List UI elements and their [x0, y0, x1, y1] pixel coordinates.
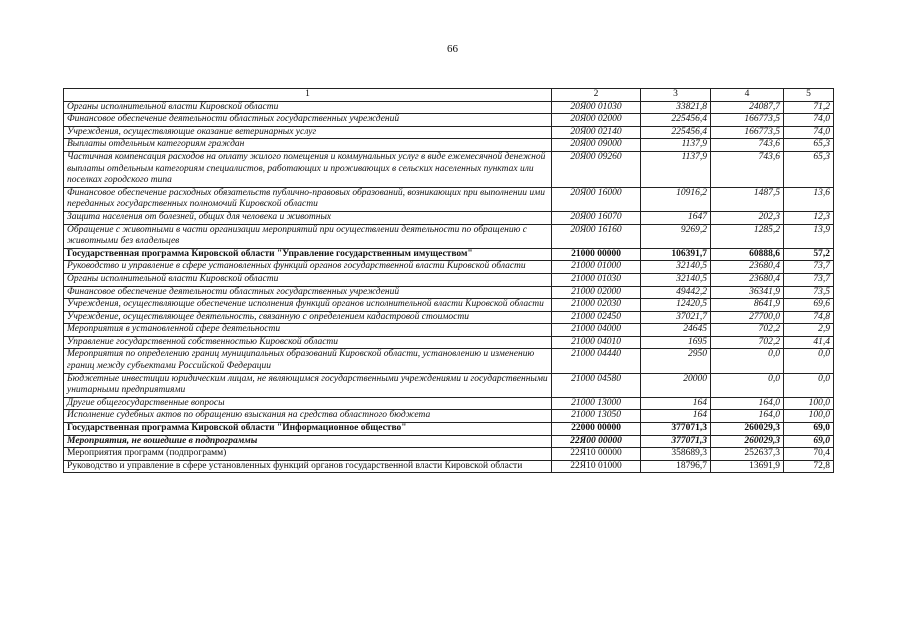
row-actual-cell: 23680,4 — [711, 273, 784, 286]
row-percent-cell: 65,3 — [784, 151, 834, 187]
table-row — [64, 224, 834, 248]
row-code-cell: 20Я00 09260 — [552, 151, 641, 187]
row-plan-cell: 1137,9 — [641, 139, 711, 152]
row-percent-cell: 73,7 — [784, 261, 834, 274]
row-plan-cell: 377071,3 — [641, 435, 711, 448]
row-code-cell: 22000 00000 — [552, 423, 641, 436]
row-name-cell: Мероприятия, не вошедшие в подпрограммы — [64, 435, 552, 448]
row-percent-cell: 100,0 — [784, 410, 834, 423]
row-plan-cell: 2950 — [641, 349, 711, 373]
table-row — [64, 187, 834, 211]
header-col-5: 5 — [784, 89, 834, 102]
row-code-cell: 21000 01030 — [552, 273, 641, 286]
row-plan-cell: 18796,7 — [641, 460, 711, 473]
row-actual-cell: 0,0 — [711, 373, 784, 397]
row-percent-cell: 0,0 — [784, 373, 834, 397]
row-actual-cell: 1285,2 — [711, 224, 784, 248]
row-name-cell: Управление государственной собственностью Кировской области — [64, 336, 552, 349]
row-plan-cell: 20000 — [641, 373, 711, 397]
row-actual-cell: 702,2 — [711, 324, 784, 337]
row-code-cell: 20Я00 09000 — [552, 139, 641, 152]
table-row — [64, 248, 834, 261]
row-actual-cell: 36341,9 — [711, 286, 784, 299]
row-name-cell: Финансовое обеспечение деятельности областных государственных учреждений — [64, 286, 552, 299]
row-plan-cell: 10916,2 — [641, 187, 711, 211]
row-name-cell: Руководство и управление в сфере установленных функций органов государственной власти Кировской области — [64, 460, 552, 473]
row-name-cell: Финансовое обеспечение деятельности областных государственных учреждений — [64, 114, 552, 127]
row-plan-cell: 377071,3 — [641, 423, 711, 436]
row-percent-cell: 57,2 — [784, 248, 834, 261]
row-actual-cell: 702,2 — [711, 336, 784, 349]
row-percent-cell: 70,4 — [784, 448, 834, 461]
row-name-cell: Органы исполнительной власти Кировской области — [64, 101, 552, 114]
row-name-cell: Учреждения, осуществляющие оказание ветеринарных услуг — [64, 126, 552, 139]
row-name-cell: Обращение с животными в части организации мероприятий при осуществлении деятельности по обращению с животными без владельцев — [64, 224, 552, 248]
row-percent-cell: 100,0 — [784, 397, 834, 410]
row-percent-cell: 74,8 — [784, 311, 834, 324]
row-actual-cell: 260029,3 — [711, 435, 784, 448]
table-row — [64, 286, 834, 299]
row-name-cell: Мероприятия в установленной сфере деятельности — [64, 324, 552, 337]
table-row — [64, 336, 834, 349]
table-row — [64, 114, 834, 127]
table-row — [64, 349, 834, 373]
row-plan-cell: 1647 — [641, 211, 711, 224]
row-plan-cell: 225456,4 — [641, 114, 711, 127]
row-actual-cell: 13691,9 — [711, 460, 784, 473]
row-code-cell: 20Я00 02000 — [552, 114, 641, 127]
table-row — [64, 410, 834, 423]
row-code-cell: 21000 13050 — [552, 410, 641, 423]
row-percent-cell: 65,3 — [784, 139, 834, 152]
row-actual-cell: 166773,5 — [711, 126, 784, 139]
row-code-cell: 21000 04440 — [552, 349, 641, 373]
row-actual-cell: 252637,3 — [711, 448, 784, 461]
row-name-cell: Защита населения от болезней, общих для человека и животных — [64, 211, 552, 224]
table-row — [64, 273, 834, 286]
table-row — [64, 397, 834, 410]
row-actual-cell: 164,0 — [711, 410, 784, 423]
table-header-row — [64, 89, 834, 102]
row-code-cell: 21000 02000 — [552, 286, 641, 299]
table-row — [64, 311, 834, 324]
table-row — [64, 373, 834, 397]
row-code-cell: 20Я00 16070 — [552, 211, 641, 224]
table-row — [64, 261, 834, 274]
row-name-cell: Учреждения, осуществляющие обеспечение исполнения функций органов исполнительной власти Кировской области — [64, 299, 552, 312]
row-actual-cell: 202,3 — [711, 211, 784, 224]
header-col-2: 2 — [552, 89, 641, 102]
row-code-cell: 21000 04000 — [552, 324, 641, 337]
table-row — [64, 101, 834, 114]
row-percent-cell: 12,3 — [784, 211, 834, 224]
row-actual-cell: 743,6 — [711, 151, 784, 187]
row-name-cell: Другие общегосударственные вопросы — [64, 397, 552, 410]
row-code-cell: 21000 02030 — [552, 299, 641, 312]
row-name-cell: Мероприятия программ (подпрограмм) — [64, 448, 552, 461]
table-row — [64, 299, 834, 312]
row-plan-cell: 9269,2 — [641, 224, 711, 248]
page-number: 66 — [447, 43, 458, 55]
table-row — [64, 460, 834, 473]
row-code-cell: 20Я00 01030 — [552, 101, 641, 114]
row-plan-cell: 164 — [641, 397, 711, 410]
row-plan-cell: 49442,2 — [641, 286, 711, 299]
row-code-cell: 20Я00 16000 — [552, 187, 641, 211]
row-code-cell: 22Я10 01000 — [552, 460, 641, 473]
row-plan-cell: 12420,5 — [641, 299, 711, 312]
row-percent-cell: 74,0 — [784, 114, 834, 127]
row-plan-cell: 37021,7 — [641, 311, 711, 324]
row-code-cell: 21000 01000 — [552, 261, 641, 274]
row-percent-cell: 74,0 — [784, 126, 834, 139]
row-plan-cell: 1137,9 — [641, 151, 711, 187]
row-code-cell: 20Я00 16160 — [552, 224, 641, 248]
table-row — [64, 448, 834, 461]
row-percent-cell: 69,6 — [784, 299, 834, 312]
row-actual-cell: 8641,9 — [711, 299, 784, 312]
row-code-cell: 21000 13000 — [552, 397, 641, 410]
row-actual-cell: 1487,5 — [711, 187, 784, 211]
row-plan-cell: 24645 — [641, 324, 711, 337]
row-percent-cell: 41,4 — [784, 336, 834, 349]
row-actual-cell: 166773,5 — [711, 114, 784, 127]
table-row — [64, 324, 834, 337]
table-row — [64, 423, 834, 436]
row-plan-cell: 32140,5 — [641, 261, 711, 274]
row-actual-cell: 23680,4 — [711, 261, 784, 274]
table-row — [64, 139, 834, 152]
row-name-cell: Учреждение, осуществляющее деятельность, связанную с определением кадастровой стоимости — [64, 311, 552, 324]
row-name-cell: Мероприятия по определению границ муниципальных образований Кировской области, установлению и изменению границ между субъектами Российской Федерации — [64, 349, 552, 373]
row-actual-cell: 0,0 — [711, 349, 784, 373]
row-percent-cell: 73,7 — [784, 273, 834, 286]
row-actual-cell: 27700,0 — [711, 311, 784, 324]
row-name-cell: Бюджетные инвестиции юридическим лицам, не являющимся государственными учреждениями и государственными унитарными предприятиями — [64, 373, 552, 397]
table-row — [64, 211, 834, 224]
row-name-cell: Выплаты отдельным категориям граждан — [64, 139, 552, 152]
row-actual-cell: 164,0 — [711, 397, 784, 410]
row-percent-cell: 69,0 — [784, 435, 834, 448]
header-col-3: 3 — [641, 89, 711, 102]
table-row — [64, 126, 834, 139]
row-plan-cell: 1695 — [641, 336, 711, 349]
row-percent-cell: 72,8 — [784, 460, 834, 473]
row-percent-cell: 69,0 — [784, 423, 834, 436]
row-code-cell: 22Я00 00000 — [552, 435, 641, 448]
row-plan-cell: 164 — [641, 410, 711, 423]
row-code-cell: 21000 00000 — [552, 248, 641, 261]
row-plan-cell: 358689,3 — [641, 448, 711, 461]
row-name-cell: Финансовое обеспечение расходных обязательств публично-правовых образований, возникающих при выполнении ими переданных государственных полномочий Кировской области — [64, 187, 552, 211]
row-actual-cell: 60888,6 — [711, 248, 784, 261]
row-actual-cell: 743,6 — [711, 139, 784, 152]
row-code-cell: 21000 02450 — [552, 311, 641, 324]
row-name-cell: Частичная компенсация расходов на оплату жилого помещения и коммунальных услуг в виде ежемесячной денежной выплаты отдельным категориям специалистов, работающих и проживающих в сельских населенных пунктах или поселках городского типа — [64, 151, 552, 187]
row-code-cell: 21000 04010 — [552, 336, 641, 349]
table-body — [64, 89, 834, 473]
row-name-cell: Исполнение судебных актов по обращению взыскания на средства областного бюджета — [64, 410, 552, 423]
row-percent-cell: 13,9 — [784, 224, 834, 248]
row-code-cell: 22Я10 00000 — [552, 448, 641, 461]
row-actual-cell: 24087,7 — [711, 101, 784, 114]
budget-table — [63, 88, 834, 473]
row-name-cell: Органы исполнительной власти Кировской области — [64, 273, 552, 286]
row-plan-cell: 225456,4 — [641, 126, 711, 139]
header-col-1: 1 — [64, 89, 552, 102]
row-plan-cell: 32140,5 — [641, 273, 711, 286]
row-plan-cell: 33821,8 — [641, 101, 711, 114]
row-name-cell: Руководство и управление в сфере установленных функций органов государственной власти Кировской области — [64, 261, 552, 274]
row-percent-cell: 2,9 — [784, 324, 834, 337]
row-percent-cell: 13,6 — [784, 187, 834, 211]
row-actual-cell: 260029,3 — [711, 423, 784, 436]
table-row — [64, 435, 834, 448]
header-col-4: 4 — [711, 89, 784, 102]
row-name-cell: Государственная программа Кировской области "Информационное общество" — [64, 423, 552, 436]
row-code-cell: 20Я00 02140 — [552, 126, 641, 139]
row-plan-cell: 106391,7 — [641, 248, 711, 261]
row-percent-cell: 0,0 — [784, 349, 834, 373]
row-name-cell: Государственная программа Кировской области "Управление государственным имуществом" — [64, 248, 552, 261]
table-row — [64, 151, 834, 187]
row-percent-cell: 73,5 — [784, 286, 834, 299]
row-percent-cell: 71,2 — [784, 101, 834, 114]
row-code-cell: 21000 04580 — [552, 373, 641, 397]
